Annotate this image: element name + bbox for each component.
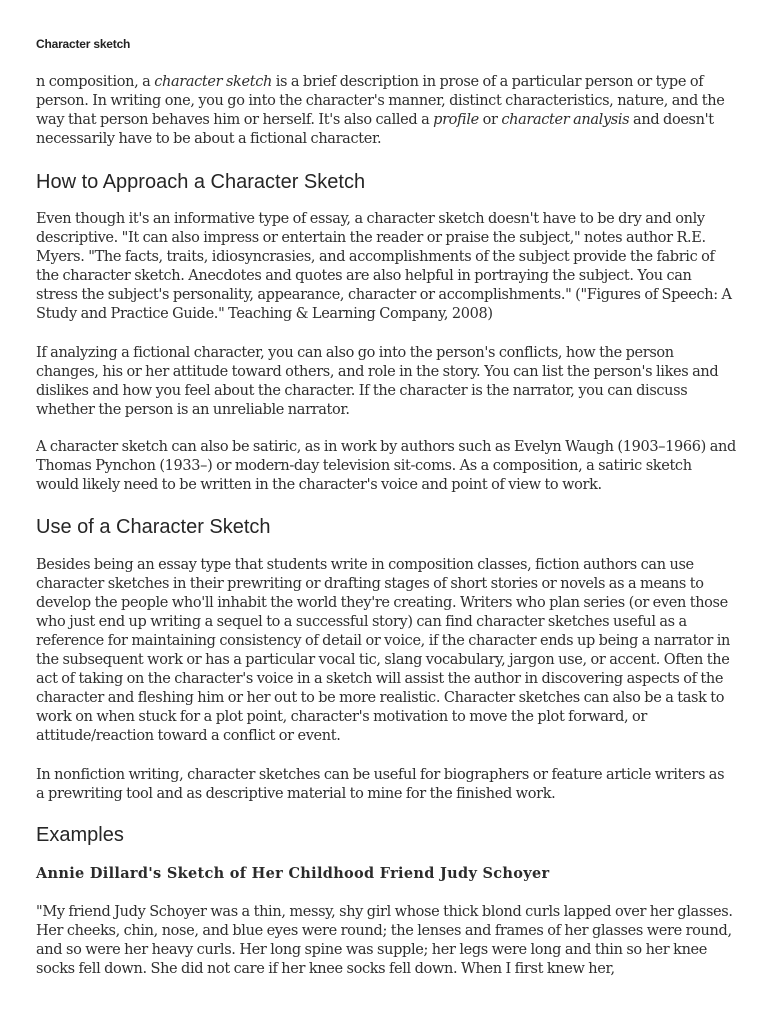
- intro-text-1: n composition, a: [36, 74, 155, 90]
- intro-text-3: or: [478, 112, 502, 128]
- example-subheading: Annie Dillard's Sketch of Her Childhood Friend Judy Schoyer: [36, 865, 550, 882]
- use-paragraph-2: In nonfiction writing, character sketches can be useful for biographers or feature article writers as a prewriting tool and as descriptive material to mine for the finished work.: [36, 767, 725, 802]
- use-paragraph-1: Besides being an essay type that students write in composition classes, fiction authors can use character sketches in their prewriting or drafting stages of short stories or novels as a means to develop the people who'll inhabit the world they're creating. Writers who plan series (or even those who just end up writing a sequel to a successful story) can find character sketches useful as a reference for maintaining consistency of detail or voice, if the character ends up being a narrator in the subsequent work or has a particular vocal tic, slang vocabulary, jargon use, or accent. Often the act of taking on the character's voice in a sketch will assist the author in discovering aspects of the character and fleshing him or her out to be more realistic. Character sketches can also be a task to work on when stuck for a plot point, character's motivation to move the plot forward, or attitude/reaction toward a conflict or event.: [36, 557, 731, 744]
- intro-paragraph: [36, 73, 736, 149]
- intro-emphasis-profile: profile: [433, 112, 479, 128]
- approach-paragraph-1: Even though it's an informative type of essay, a character sketch doesn't have to be dry and only descriptive. "It can also impress or entertain the reader or praise the subject," notes author R.E. Myers. "The facts, traits, idiosyncrasies, and accomplishments of the subject provide the fabric of the character sketch. Anecdotes and quotes are also helpful in portraying the subject. You can stress the subject's personality, appearance, character or accomplishments." ("Figures of Speech: A Study and Practice Guide." Teaching & Learning Company, 2008): [36, 211, 732, 322]
- document-title: Character sketch: [36, 37, 131, 51]
- heading-use-of-character-sketch: Use of a Character Sketch: [36, 516, 271, 538]
- intro-emphasis-character-analysis: character analysis: [501, 112, 630, 128]
- intro-text-2: is a brief description in prose of a particular person or type of person. In writing one, you go into the character's manner, distinct characteristics, nature, and the way that person behaves him or herself. It's also called a: [36, 74, 725, 128]
- intro-emphasis-character-sketch: character sketch: [154, 74, 272, 90]
- example-paragraph-1: "My friend Judy Schoyer was a thin, messy, shy girl whose thick blond curls lapped over her glasses. Her cheeks, chin, nose, and blue eyes were round; the lenses and frames of her glasses were round, and so were her heavy curls. Her long spine was supple; her legs were long and thin so her knee socks fell down. She did not care if her knee socks fell down. When I first knew her,: [36, 904, 733, 977]
- approach-paragraph-2: If analyzing a fictional character, you can also go into the person's conflicts, how the person changes, his or her attitude toward others, and role in the story. You can list the person's likes and dislikes and how you feel about the character. If the character is the narrator, you can discuss whether the person is an unreliable narrator.: [36, 345, 719, 418]
- heading-examples: Examples: [36, 824, 124, 846]
- heading-how-to-approach: How to Approach a Character Sketch: [36, 171, 366, 193]
- approach-paragraph-3: A character sketch can also be satiric, as in work by authors such as Evelyn Waugh (1903–1966) and Thomas Pynchon (1933–) or modern-day television sit-coms. As a composition, a satiric sketch would likely need to be written in the character's voice and point of view to work.: [36, 439, 736, 493]
- intro-text-4: and doesn't necessarily have to be about a fictional character.: [36, 112, 714, 147]
